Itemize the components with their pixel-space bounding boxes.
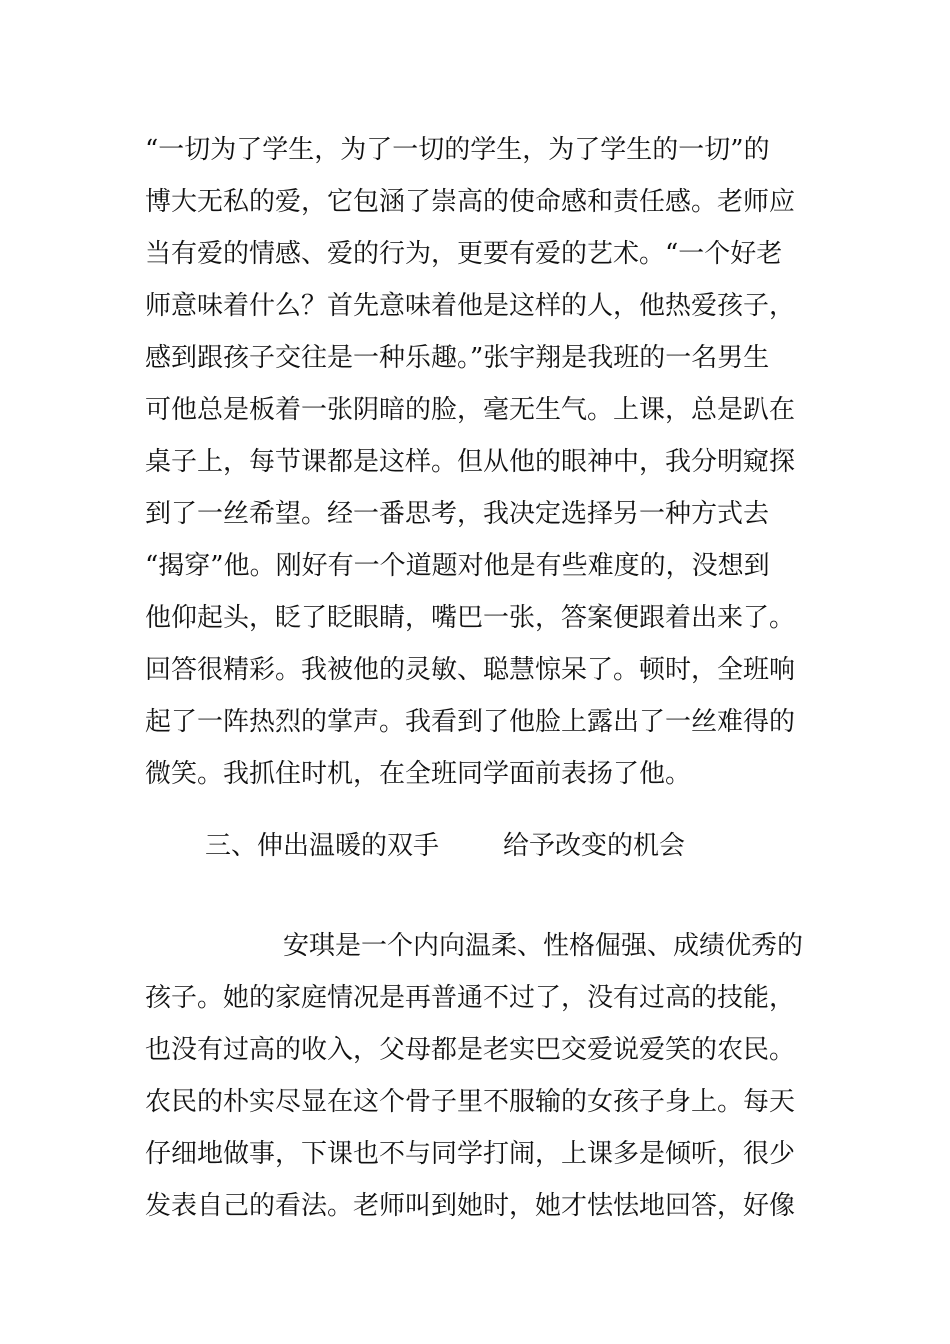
paragraph-line: 他仰起头，眨了眨眼睛，嘴巴一张，答案便跟着出来了。: [145, 603, 796, 633]
paragraph-line: 可他总是板着一张阴暗的脸，毫无生气。上课，总是趴在: [145, 395, 796, 425]
heading-part-2: 给予改变的机会: [503, 831, 686, 861]
paragraph-line: 微笑。我抓住时机，在全班同学面前表扬了他。: [145, 759, 692, 789]
heading-part-1: 三、伸出温暖的双手: [205, 831, 440, 861]
paragraph-line: [145, 920, 815, 972]
paragraph-line: 感到跟孩子交往是一种乐趣。”张宇翔是我班的一名男生: [145, 343, 770, 373]
paragraph-line: 起了一阵热烈的掌声。我看到了他脸上露出了一丝难得的: [145, 707, 796, 737]
paragraph-line: 仔细地做事，下课也不与同学打闹，上课多是倾听，很少: [145, 1139, 796, 1169]
paragraph-line: 当有爱的情感、爱的行为，更要有爱的艺术。“一个好老: [145, 239, 783, 269]
paragraph-line: 农民的朴实尽显在这个骨子里不服输的女孩子身上。每天: [145, 1087, 796, 1117]
paragraph-line-text: 安琪是一个内向温柔、性格倔强、成绩优秀的: [283, 931, 804, 961]
paragraph-line: 发表自己的看法。老师叫到她时，她才怯怯地回答，好像: [145, 1191, 796, 1221]
section-heading: [205, 820, 685, 872]
paragraph-line: 回答很精彩。我被他的灵敏、聪慧惊呆了。顿时，全班响: [145, 655, 796, 685]
paragraph-2: [145, 920, 815, 1232]
paragraph-line: “揭穿”他。刚好有一个道题对他是有些难度的，没想到: [145, 551, 770, 581]
paragraph-1: [145, 124, 815, 800]
paragraph-line: 博大无私的爱，它包涵了崇高的使命感和责任感。老师应: [145, 187, 796, 217]
paragraph-line: “一切为了学生，为了一切的学生，为了学生的一切”的: [145, 135, 770, 165]
paragraph-line: 桌子上，每节课都是这样。但从他的眼神中，我分明窥探: [145, 447, 796, 477]
paragraph-line: 也没有过高的收入，父母都是老实巴交爱说爱笑的农民。: [145, 1035, 796, 1065]
paragraph-line: 到了一丝希望。经一番思考，我决定选择另一种方式去: [145, 499, 770, 529]
paragraph-line: 师意味着什么？首先意味着他是这样的人，他热爱孩子，: [145, 291, 796, 321]
paragraph-line: 孩子。她的家庭情况是再普通不过了，没有过高的技能，: [145, 983, 796, 1013]
